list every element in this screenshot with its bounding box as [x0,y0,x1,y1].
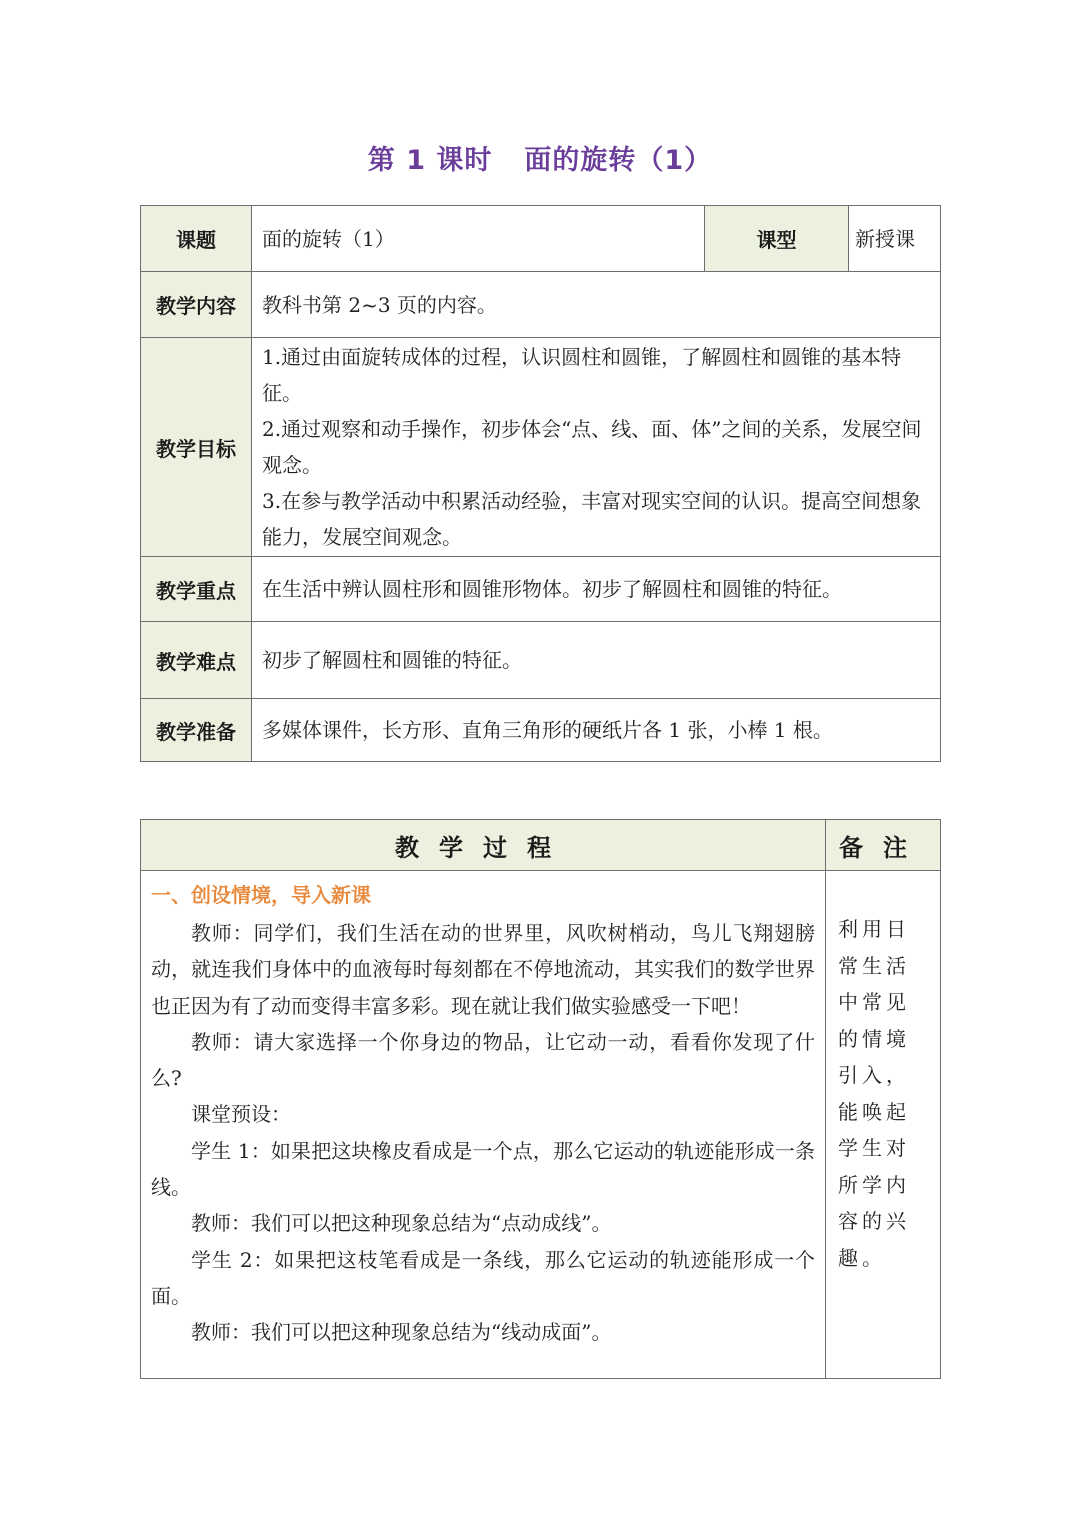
goals-list [252,338,941,557]
process-paragraph: 教师：同学们，我们生活在动的世界里，风吹树梢动，鸟儿飞翔翅膀动，就连我们身体中的血液每时每刻都在不停地流动，其实我们的数学世界也正因为有了动而变得丰富多彩。现在就让我们做实验感受一下吧！ [151,921,815,1018]
process-paragraph: 教师：请大家选择一个你身边的物品，让它动一动，看看你发现了什么? [151,1029,815,1091]
process-paragraph: 教师：我们可以把这种现象总结为“点动成线”。 [191,1211,612,1236]
page-title [0,138,1080,177]
goals-label: 教学目标 [141,338,252,557]
lesson-name: 面的旋转（1） [524,145,713,176]
keypoint-label: 教学重点 [141,557,252,622]
topic-value: 面的旋转（1） [252,206,705,272]
goal-item: 3.在参与教学活动中积累活动经验，丰富对现实空间的认识。提高空间想象能力，发展空间观念。 [262,489,922,549]
goal-item: 1.通过由面旋转成体的过程，认识圆柱和圆锥，了解圆柱和圆锥的基本特征。 [262,345,902,405]
process-paragraph: 课堂预设： [191,1102,291,1127]
difficulty-value: 初步了解圆柱和圆锥的特征。 [252,622,941,699]
topic-row [141,206,941,272]
content-value: 教科书第 2~3 页的内容。 [252,272,941,338]
content-label: 教学内容 [141,272,252,338]
content-row [141,272,941,338]
type-label: 课型 [705,206,849,272]
process-body-row [141,871,941,1379]
difficulty-row [141,622,941,699]
process-header: 教学过程 [141,820,826,871]
prep-value: 多媒体课件，长方形、直角三角形的硬纸片各 1 张，小棒 1 根。 [252,699,941,762]
process-header-row [141,820,941,871]
process-paragraph: 学生 2：如果把这枝笔看成是一条线，那么它运动的轨迹能形成一个面。 [151,1247,815,1308]
type-value: 新授课 [849,206,941,272]
section-heading: 一、创设情境，导入新课 [151,883,371,907]
keypoint-value: 在生活中辨认圆柱形和圆锥形物体。初步了解圆柱和圆锥的特征。 [252,557,941,622]
note-text: 利用日常生活中常见的情境引入，能唤起学生对所学内容的兴趣。 [826,871,941,1379]
prep-row [141,699,941,762]
goal-item: 2.通过观察和动手操作，初步体会“点、线、面、体”之间的关系，发展空间观念。 [262,417,922,477]
process-body [141,871,826,1379]
process-paragraph: 教师：我们可以把这种现象总结为“线动成面”。 [191,1320,612,1345]
difficulty-label: 教学难点 [141,622,252,699]
notes-header: 备注 [826,820,941,871]
lesson-number: 第 1 课时 [367,145,493,176]
teaching-process-table [140,819,941,1379]
process-paragraph: 学生 1：如果把这块橡皮看成是一个点，那么它运动的轨迹能形成一条线。 [151,1138,815,1200]
prep-label: 教学准备 [141,699,252,762]
keypoint-row [141,557,941,622]
topic-label: 课题 [141,206,252,272]
goals-row [141,338,941,557]
lesson-info-table [140,205,941,762]
